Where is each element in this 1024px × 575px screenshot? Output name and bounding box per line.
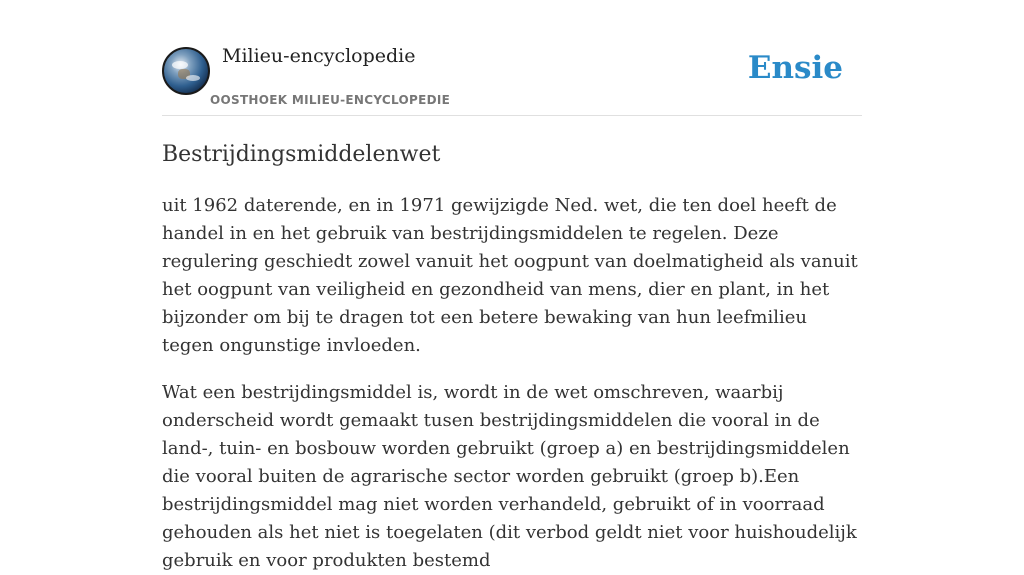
article-paragraph: Wat een bestrijdingsmiddel is, wordt in de wet omschreven, waarbij onderscheid wordt gemaakt tusen bestrijdingsmiddelen die vooral in de land-, tuin- en bosbouw worden gebruikt (groep a) en bestrijdingsmiddelen die vooral buiten de agrarische sector worden gebruikt (groep b).Een bestrijdingsmiddel mag niet worden verhandeld, gebruikt of in voorraad gehouden als het niet is toegelaten (dit verbod geldt niet voor huishoudelijk gebruik en voor produkten bestemd [162, 382, 857, 571]
earth-globe-icon[interactable] [162, 47, 210, 95]
article-paragraph: uit 1962 daterende, en in 1971 gewijzigde Ned. wet, die ten doel heeft de handel in en het gebruik van bestrijdingsmiddelen te regelen. Deze regulering geschiedt zowel vanuit het oogpunt van doelmatigheid als vanuit het oogpunt van veiligheid en gezondheid van mens, dier en plant, in het bijzonder om bij te dragen tot een betere bewaking van hun leefmilieu tegen ongunstige invloeden. [162, 195, 858, 356]
brand-logo[interactable]: Ensie [747, 50, 843, 86]
article-title: Bestrijdingsmiddelenwet [162, 142, 441, 167]
page-container [162, 0, 862, 575]
site-subtitle[interactable]: OOSTHOEK MILIEU-ENCYCLOPEDIE [210, 93, 451, 107]
site-title[interactable]: Milieu-encyclopedie [222, 45, 416, 67]
site-header [162, 0, 862, 116]
